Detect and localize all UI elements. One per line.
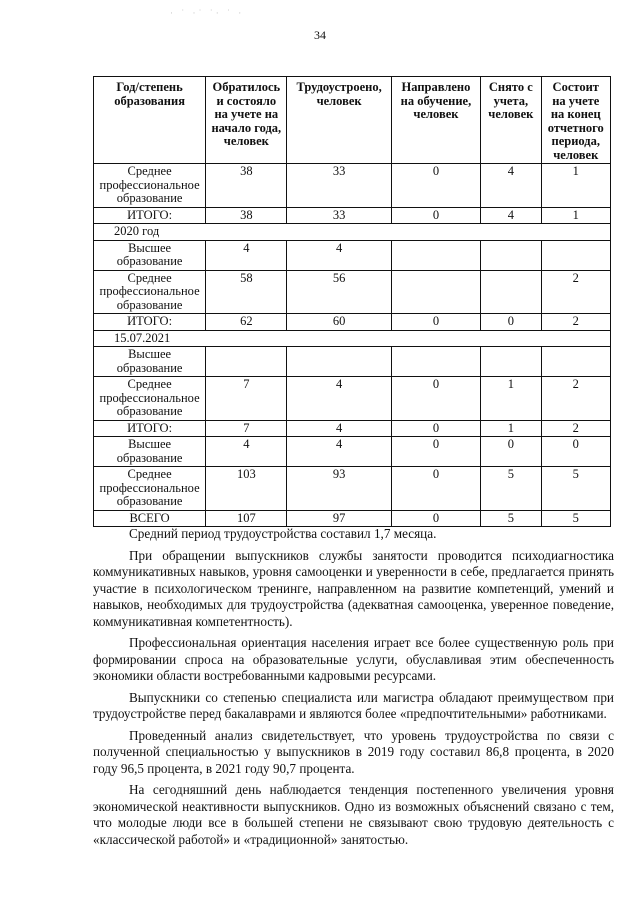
table-row bbox=[94, 437, 611, 467]
employment-table bbox=[93, 76, 611, 527]
row-label: Среднее профессиональное образование bbox=[94, 377, 206, 421]
table-row bbox=[94, 467, 611, 511]
cell-deregistered: 1 bbox=[481, 377, 541, 421]
cell-sent-to-training: 0 bbox=[391, 207, 480, 224]
cell-registered-start: 4 bbox=[206, 437, 287, 467]
row-label: Высшее образование bbox=[94, 240, 206, 270]
cell-employed: 60 bbox=[287, 314, 391, 331]
row-label: ИТОГО: bbox=[94, 207, 206, 224]
cell-deregistered: 5 bbox=[481, 510, 541, 527]
cell-deregistered: 4 bbox=[481, 164, 541, 208]
cell-employed: 33 bbox=[287, 207, 391, 224]
cell-registered-start: 62 bbox=[206, 314, 287, 331]
page-number: 34 bbox=[314, 28, 326, 42]
section-label-2021: 15.07.2021 bbox=[94, 330, 611, 347]
table-row bbox=[94, 270, 611, 314]
row-label: Среднее профессиональное образование bbox=[94, 467, 206, 511]
cell-registered-end: 2 bbox=[541, 377, 610, 421]
paragraph-average-period: Средний период трудоустройства составил 1,7 месяца. bbox=[129, 526, 437, 541]
cell-registered-end: 2 bbox=[541, 420, 610, 437]
cell-employed: 4 bbox=[287, 420, 391, 437]
cell-sent-to-training: 0 bbox=[391, 510, 480, 527]
cell-deregistered: 1 bbox=[481, 420, 541, 437]
cell-employed: 93 bbox=[287, 467, 391, 511]
cell-sent-to-training bbox=[391, 240, 480, 270]
header-sent-to-training: Направлено на обучение, человек bbox=[391, 77, 480, 164]
cell-employed: 4 bbox=[287, 240, 391, 270]
table-header-row bbox=[94, 77, 611, 164]
cell-registered-start: 4 bbox=[206, 240, 287, 270]
body-text bbox=[93, 526, 614, 848]
cell-sent-to-training: 0 bbox=[391, 437, 480, 467]
cell-deregistered: 4 bbox=[481, 207, 541, 224]
cell-registered-start: 7 bbox=[206, 377, 287, 421]
table-row-total bbox=[94, 207, 611, 224]
cell-deregistered: 5 bbox=[481, 467, 541, 511]
cell-sent-to-training: 0 bbox=[391, 420, 480, 437]
cell-deregistered: 0 bbox=[481, 437, 541, 467]
table-row bbox=[94, 240, 611, 270]
table-body bbox=[94, 164, 611, 527]
cell-employed: 4 bbox=[287, 377, 391, 421]
header-employed: Трудоустроено, человек bbox=[287, 77, 391, 164]
cell-registered-end: 5 bbox=[541, 467, 610, 511]
header-deregistered: Снято с учета, человек bbox=[481, 77, 541, 164]
row-label: ИТОГО: bbox=[94, 420, 206, 437]
row-label: Высшее образование bbox=[94, 347, 206, 377]
cell-deregistered bbox=[481, 270, 541, 314]
header-registered-start: Обратилось и состояло на учете на начало года, человек bbox=[206, 77, 287, 164]
table-row bbox=[94, 377, 611, 421]
cell-deregistered: 0 bbox=[481, 314, 541, 331]
cell-sent-to-training bbox=[391, 347, 480, 377]
cell-deregistered bbox=[481, 240, 541, 270]
table-section-row bbox=[94, 330, 611, 347]
cell-employed: 97 bbox=[287, 510, 391, 527]
cell-sent-to-training bbox=[391, 270, 480, 314]
cell-employed: 33 bbox=[287, 164, 391, 208]
paragraph-specialists-advantage: Выпускники со степенью специалиста или магистра обладают преимуществом при трудоустройстве перед бакалаврами и являются более «предпочтительными» работниками. bbox=[93, 689, 614, 721]
cell-sent-to-training: 0 bbox=[391, 314, 480, 331]
cell-registered-start: 38 bbox=[206, 164, 287, 208]
cell-sent-to-training: 0 bbox=[391, 377, 480, 421]
row-label: Среднее профессиональное образование bbox=[94, 164, 206, 208]
cell-registered-start: 103 bbox=[206, 467, 287, 511]
paragraph-employment-analysis: Проведенный анализ свидетельствует, что уровень трудоустройства по связи с полученной специальностью у выпускников в 2019 году составил 86,8 процента, в 2020 году 96,5 процента, в 2021 году 90,7 процента. bbox=[93, 727, 614, 776]
table-row-total bbox=[94, 314, 611, 331]
header-year-education: Год/степень образования bbox=[94, 77, 206, 164]
cell-registered-end: 2 bbox=[541, 314, 610, 331]
table-section-row bbox=[94, 224, 611, 241]
cell-registered-start: 58 bbox=[206, 270, 287, 314]
cell-registered-end: 1 bbox=[541, 207, 610, 224]
cell-employed: 56 bbox=[287, 270, 391, 314]
row-label: ИТОГО: bbox=[94, 314, 206, 331]
table-row bbox=[94, 164, 611, 208]
cell-employed: 4 bbox=[287, 437, 391, 467]
cell-registered-start: 107 bbox=[206, 510, 287, 527]
cell-registered-start: 7 bbox=[206, 420, 287, 437]
paragraph-psychodiagnostics: При обращении выпускников службы занятости проводится психодиагностика коммуникативных навыков, уровня самооценки и уверенности в себе, предлагается принять участие в психологическом тренинге, направленном на развитие компетенций, умений и навыков, необходимых для трудоустройства (адекватная самооценка, уверенное поведение, коммуникативная компетентность). bbox=[93, 547, 614, 629]
table-row-grand-total bbox=[94, 510, 611, 527]
cell-sent-to-training: 0 bbox=[391, 164, 480, 208]
scan-artifact: · ˙ ·˙ ˙· ˙ · bbox=[170, 8, 245, 18]
cell-registered-start bbox=[206, 347, 287, 377]
cell-registered-start: 38 bbox=[206, 207, 287, 224]
cell-sent-to-training: 0 bbox=[391, 467, 480, 511]
cell-registered-end: 0 bbox=[541, 437, 610, 467]
cell-registered-end: 1 bbox=[541, 164, 610, 208]
section-label-2020: 2020 год bbox=[94, 224, 611, 241]
cell-registered-end: 5 bbox=[541, 510, 610, 527]
table-row-total bbox=[94, 420, 611, 437]
header-registered-end: Состоит на учете на конец отчетного периода, человек bbox=[541, 77, 610, 164]
paragraph-career-guidance: Профессиональная ориентация населения играет все более существенную роль при формировании спроса на образовательные услуги, обуславливая этим обеспеченность экономики области востребованными кадровыми ресурсами. bbox=[93, 635, 614, 683]
cell-registered-end: 2 bbox=[541, 270, 610, 314]
cell-employed bbox=[287, 347, 391, 377]
cell-registered-end bbox=[541, 347, 610, 377]
row-label: ВСЕГО bbox=[94, 510, 206, 527]
row-label: Среднее профессиональное образование bbox=[94, 270, 206, 314]
table-row bbox=[94, 347, 611, 377]
cell-deregistered bbox=[481, 347, 541, 377]
paragraph-economic-inactivity: На сегодняшний день наблюдается тенденция постепенного увеличения уровня экономической неактивности выпускников. Одно из возможных объяснений связано с тем, что молодые люди все в большей степени не связывают свою трудовую деятельность с «классической работой» и «традиционной» занятостью. bbox=[93, 782, 614, 847]
cell-registered-end bbox=[541, 240, 610, 270]
row-label: Высшее образование bbox=[94, 437, 206, 467]
